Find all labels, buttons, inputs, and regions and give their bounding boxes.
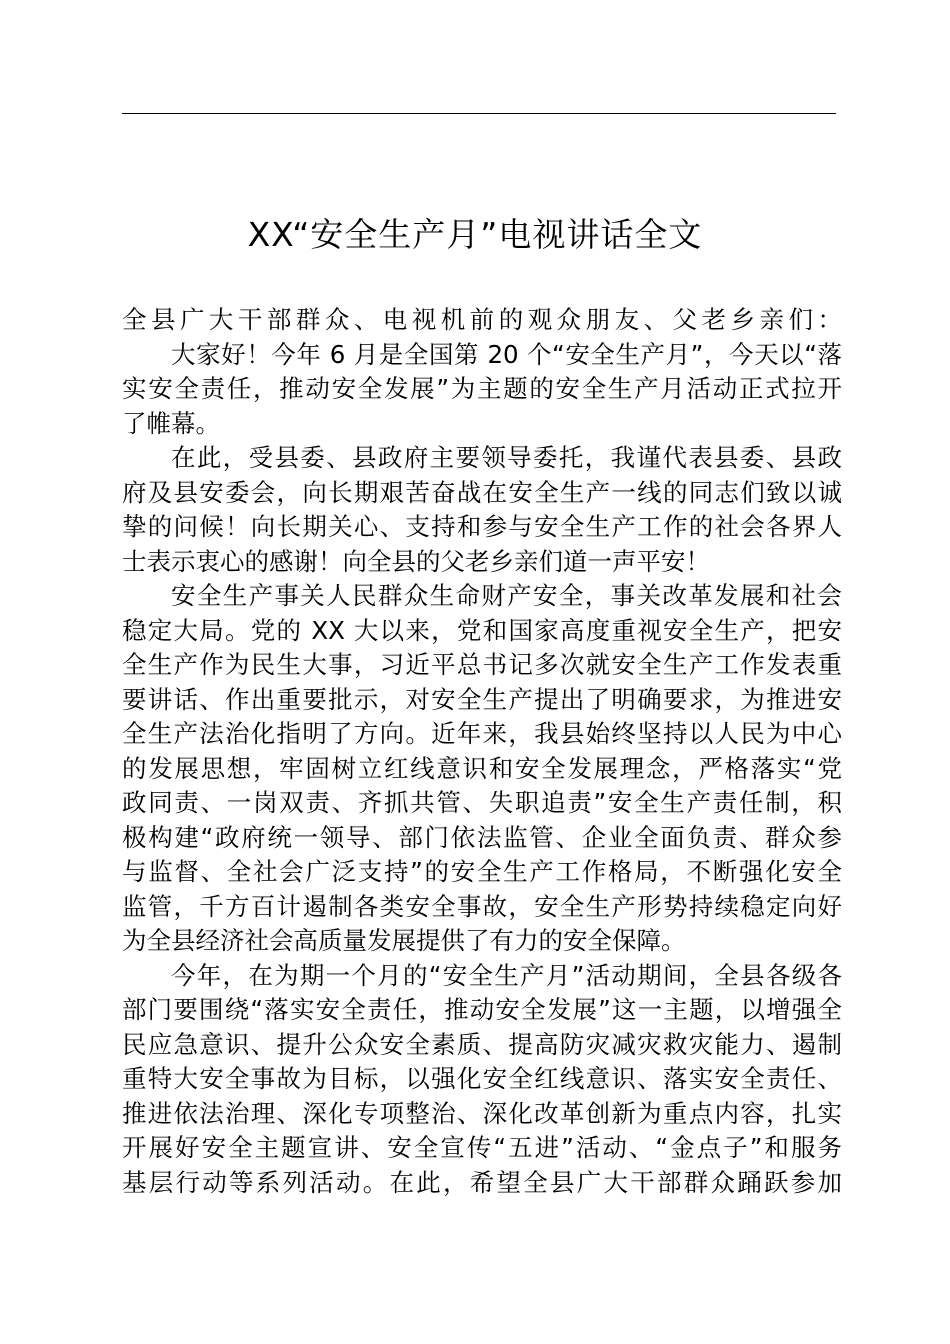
body-line: 政同责、一岗双责、齐抓共管、失职追责”安全生产责任制，积 <box>122 788 842 817</box>
document-body <box>122 303 842 1200</box>
body-line: 全生产法治化指明了方向。近年来，我县始终坚持以人民为中心 <box>122 719 842 748</box>
body-line: 基层行动等系列活动。在此，希望全县广大干部群众踊跃参加 <box>122 1167 842 1197</box>
body-line: 挚的问候！向长期关心、支持和参与安全生产工作的社会各界人 <box>122 512 842 541</box>
body-line: 安全生产事关人民群众生命财产安全，事关改革发展和社会 <box>171 581 842 610</box>
body-line: 极构建“政府统一领导、部门依法监管、企业全面负责、群众参 <box>122 822 842 852</box>
header-rule <box>122 113 836 114</box>
body-line: 大家好！今年 6 月是全国第 20 个“安全生产月”，今天以“落 <box>171 339 842 369</box>
body-line: 民应急意识、提升公众安全素质、提高防灾减灾救灾能力、遏制 <box>122 1029 842 1059</box>
body-line: 为全县经济社会高质量发展提供了有力的安全保障。 <box>122 926 686 955</box>
body-line: 了帷幕。 <box>122 408 220 438</box>
body-line: 在此，受县委、县政府主要领导委托，我谨代表县委、县政 <box>171 443 842 472</box>
body-line: 稳定大局。党的 XX 大以来，党和国家高度重视安全生产，把安 <box>122 615 842 645</box>
salutation-line: 全县广大干部群众、电视机前的观众朋友、父老乡亲们： <box>122 305 842 334</box>
body-line: 府及县安委会，向长期艰苦奋战在安全生产一线的同志们致以诚 <box>122 477 842 507</box>
body-line: 重特大安全事故为目标，以强化安全红线意识、落实安全责任、 <box>122 1064 842 1093</box>
body-line: 士表示衷心的感谢！向全县的父老乡亲们道一声平安！ <box>122 546 710 576</box>
body-line: 推进依法治理、深化专项整治、深化改革创新为重点内容，扎实 <box>122 1098 842 1128</box>
body-line: 要讲话、作出重要批示，对安全生产提出了明确要求，为推进安 <box>122 684 842 714</box>
body-line: 与监督、全社会广泛支持”的安全生产工作格局，不断强化安全 <box>122 857 842 886</box>
body-line: 监管，千方百计遏制各类安全事故，安全生产形势持续稳定向好 <box>122 891 842 921</box>
document-title: XX“安全生产月”电视讲话全文 <box>247 215 703 254</box>
body-line: 今年，在为期一个月的“安全生产月”活动期间，全县各级各 <box>171 960 842 990</box>
body-line: 实安全责任，推动安全发展”为主题的安全生产月活动正式拉开 <box>122 374 842 403</box>
body-line: 的发展思想，牢固树立红线意识和安全发展理念，严格落实“党 <box>122 753 842 783</box>
body-line: 部门要围绕“落实安全责任，推动安全发展”这一主题，以增强全 <box>122 995 842 1024</box>
body-line: 全生产作为民生大事，习近平总书记多次就安全生产工作发表重 <box>122 650 842 679</box>
body-line: 开展好安全主题宣讲、安全宣传“五进”活动、“金点子”和服务 <box>122 1133 842 1162</box>
